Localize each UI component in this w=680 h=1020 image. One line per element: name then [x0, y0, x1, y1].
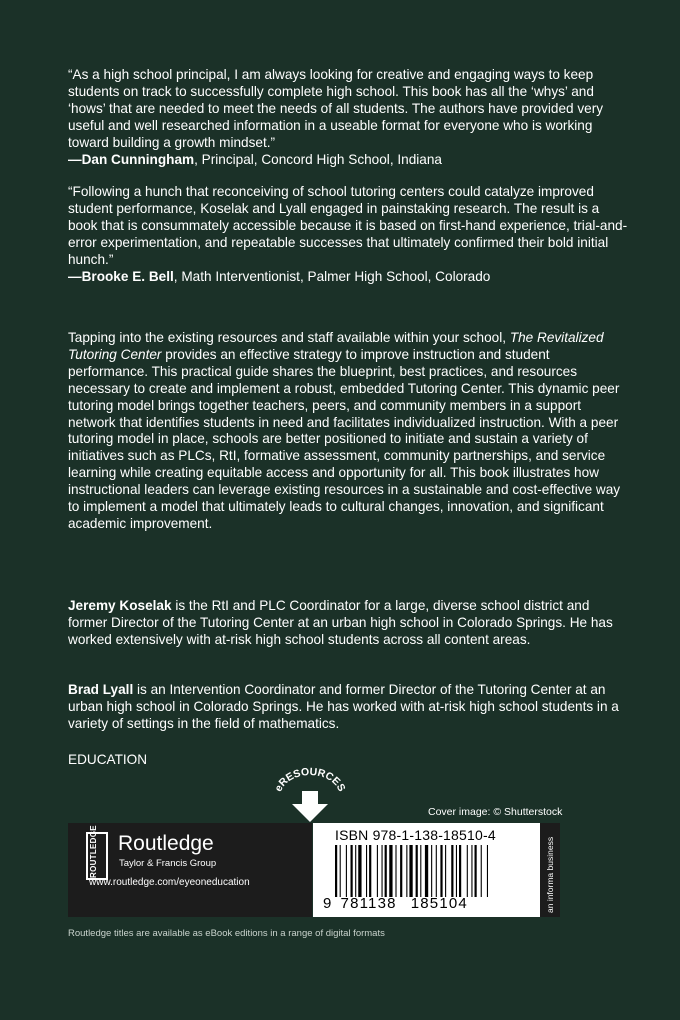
quote-1-text: “As a high school principal, I am always looking for creative and engaging ways to keep students on track to successfully complete high school. This book has all the ‘whys’ and ‘hows’ that are needed to meet the needs of all students. The authors have provided very useful and well researched information in a useable format for everyone who is working toward building a growth mindset.” [68, 67, 604, 150]
logo-text: ROUTLEDGE [89, 825, 98, 878]
eresources-icon [270, 767, 350, 827]
barcode-group-2: 185104 [410, 895, 468, 912]
quote-2 [68, 184, 628, 285]
book-description [68, 330, 628, 533]
category-label: EDUCATION [68, 752, 148, 767]
author-bio-1 [68, 598, 628, 649]
quote-1-role: , Principal, Concord High School, Indiana [194, 151, 442, 167]
quote-2-role: , Math Interventionist, Palmer High School, Colorado [173, 268, 491, 284]
cover-credit: Cover image: © Shutterstock [428, 806, 563, 818]
description-intro: Tapping into the existing resources and staff available within your school, [68, 330, 510, 345]
publisher-url[interactable]: www.routledge.com/eyeoneducation [89, 877, 250, 888]
author-1-name: Jeremy Koselak [68, 598, 172, 613]
author-2-name: Brad Lyall [68, 682, 134, 697]
routledge-logo-icon [86, 825, 108, 880]
barcode-group-1: 781138 [340, 895, 397, 912]
informa-label: an informa business [545, 836, 555, 913]
barcode-icon [333, 845, 533, 897]
informa-side-band [540, 823, 560, 917]
quote-1 [68, 67, 628, 168]
description-body: provides an effective strategy to improve instruction and student performance. This practical guide shares the blueprint, best practices, and resources necessary to create and implement a robust, embedded Tutoring Center. This dynamic peer tutoring model brings together teachers, peers, and community members in a support network that identifies students in need and facilitates individualized instruction. With a peer tutoring model in place, schools are better positioned to initiate and sustain a variety of initiatives such as PLCs, RtI, formative assessment, community partnerships, and service learning while creating equitable access and opportunity for all. This book illustrates how instructional leaders can leverage existing resources in a sustainable and cost-effective way to implement a model that ultimately leads to cultural changes, innovation, and significant academic improvement. [68, 346, 621, 531]
eresources-label: eRESOURCES [272, 767, 348, 794]
description-book-title: The Revitalized Tutoring Center [68, 330, 604, 362]
quote-2-text: “Following a hunch that reconceiving of school tutoring centers could catalyze improved student performance, Koselak and Lyall engaged in painstaking research. The result is a book that is consummately accessible because it is based on first-hand experience, trial-and-error experimentation, and repeatable successes that ultimately confirmed their bold initial hunch.” [68, 184, 628, 267]
isbn-label: ISBN 978-1-138-18510-4 [335, 827, 496, 843]
publisher-group: Taylor & Francis Group [119, 858, 217, 869]
ebook-note: Routledge titles are available as eBook editions in a range of digital formats [68, 928, 385, 939]
author-bio-2 [68, 682, 628, 733]
publisher-band [68, 823, 312, 917]
author-2-bio: is an Intervention Coordinator and former Director of the Tutoring Center at an urban high school in Colorado Springs. He has worked with at-risk high school students in a variety of settings in the field of mathematics. [68, 682, 619, 731]
barcode-digit-first: 9 [323, 895, 333, 912]
quote-2-author: —Brooke E. Bell [68, 268, 174, 284]
barcode-digits [323, 895, 468, 912]
publisher-name: Routledge [118, 832, 214, 855]
barcode-panel [313, 823, 540, 917]
author-1-bio: is the RtI and PLC Coordinator for a large, diverse school district and former Director of the Tutoring Center at an urban high school in Colorado Springs. He has worked extensively with at-risk high school students across all content areas. [68, 598, 613, 647]
quote-1-author: —Dan Cunningham [68, 151, 195, 167]
